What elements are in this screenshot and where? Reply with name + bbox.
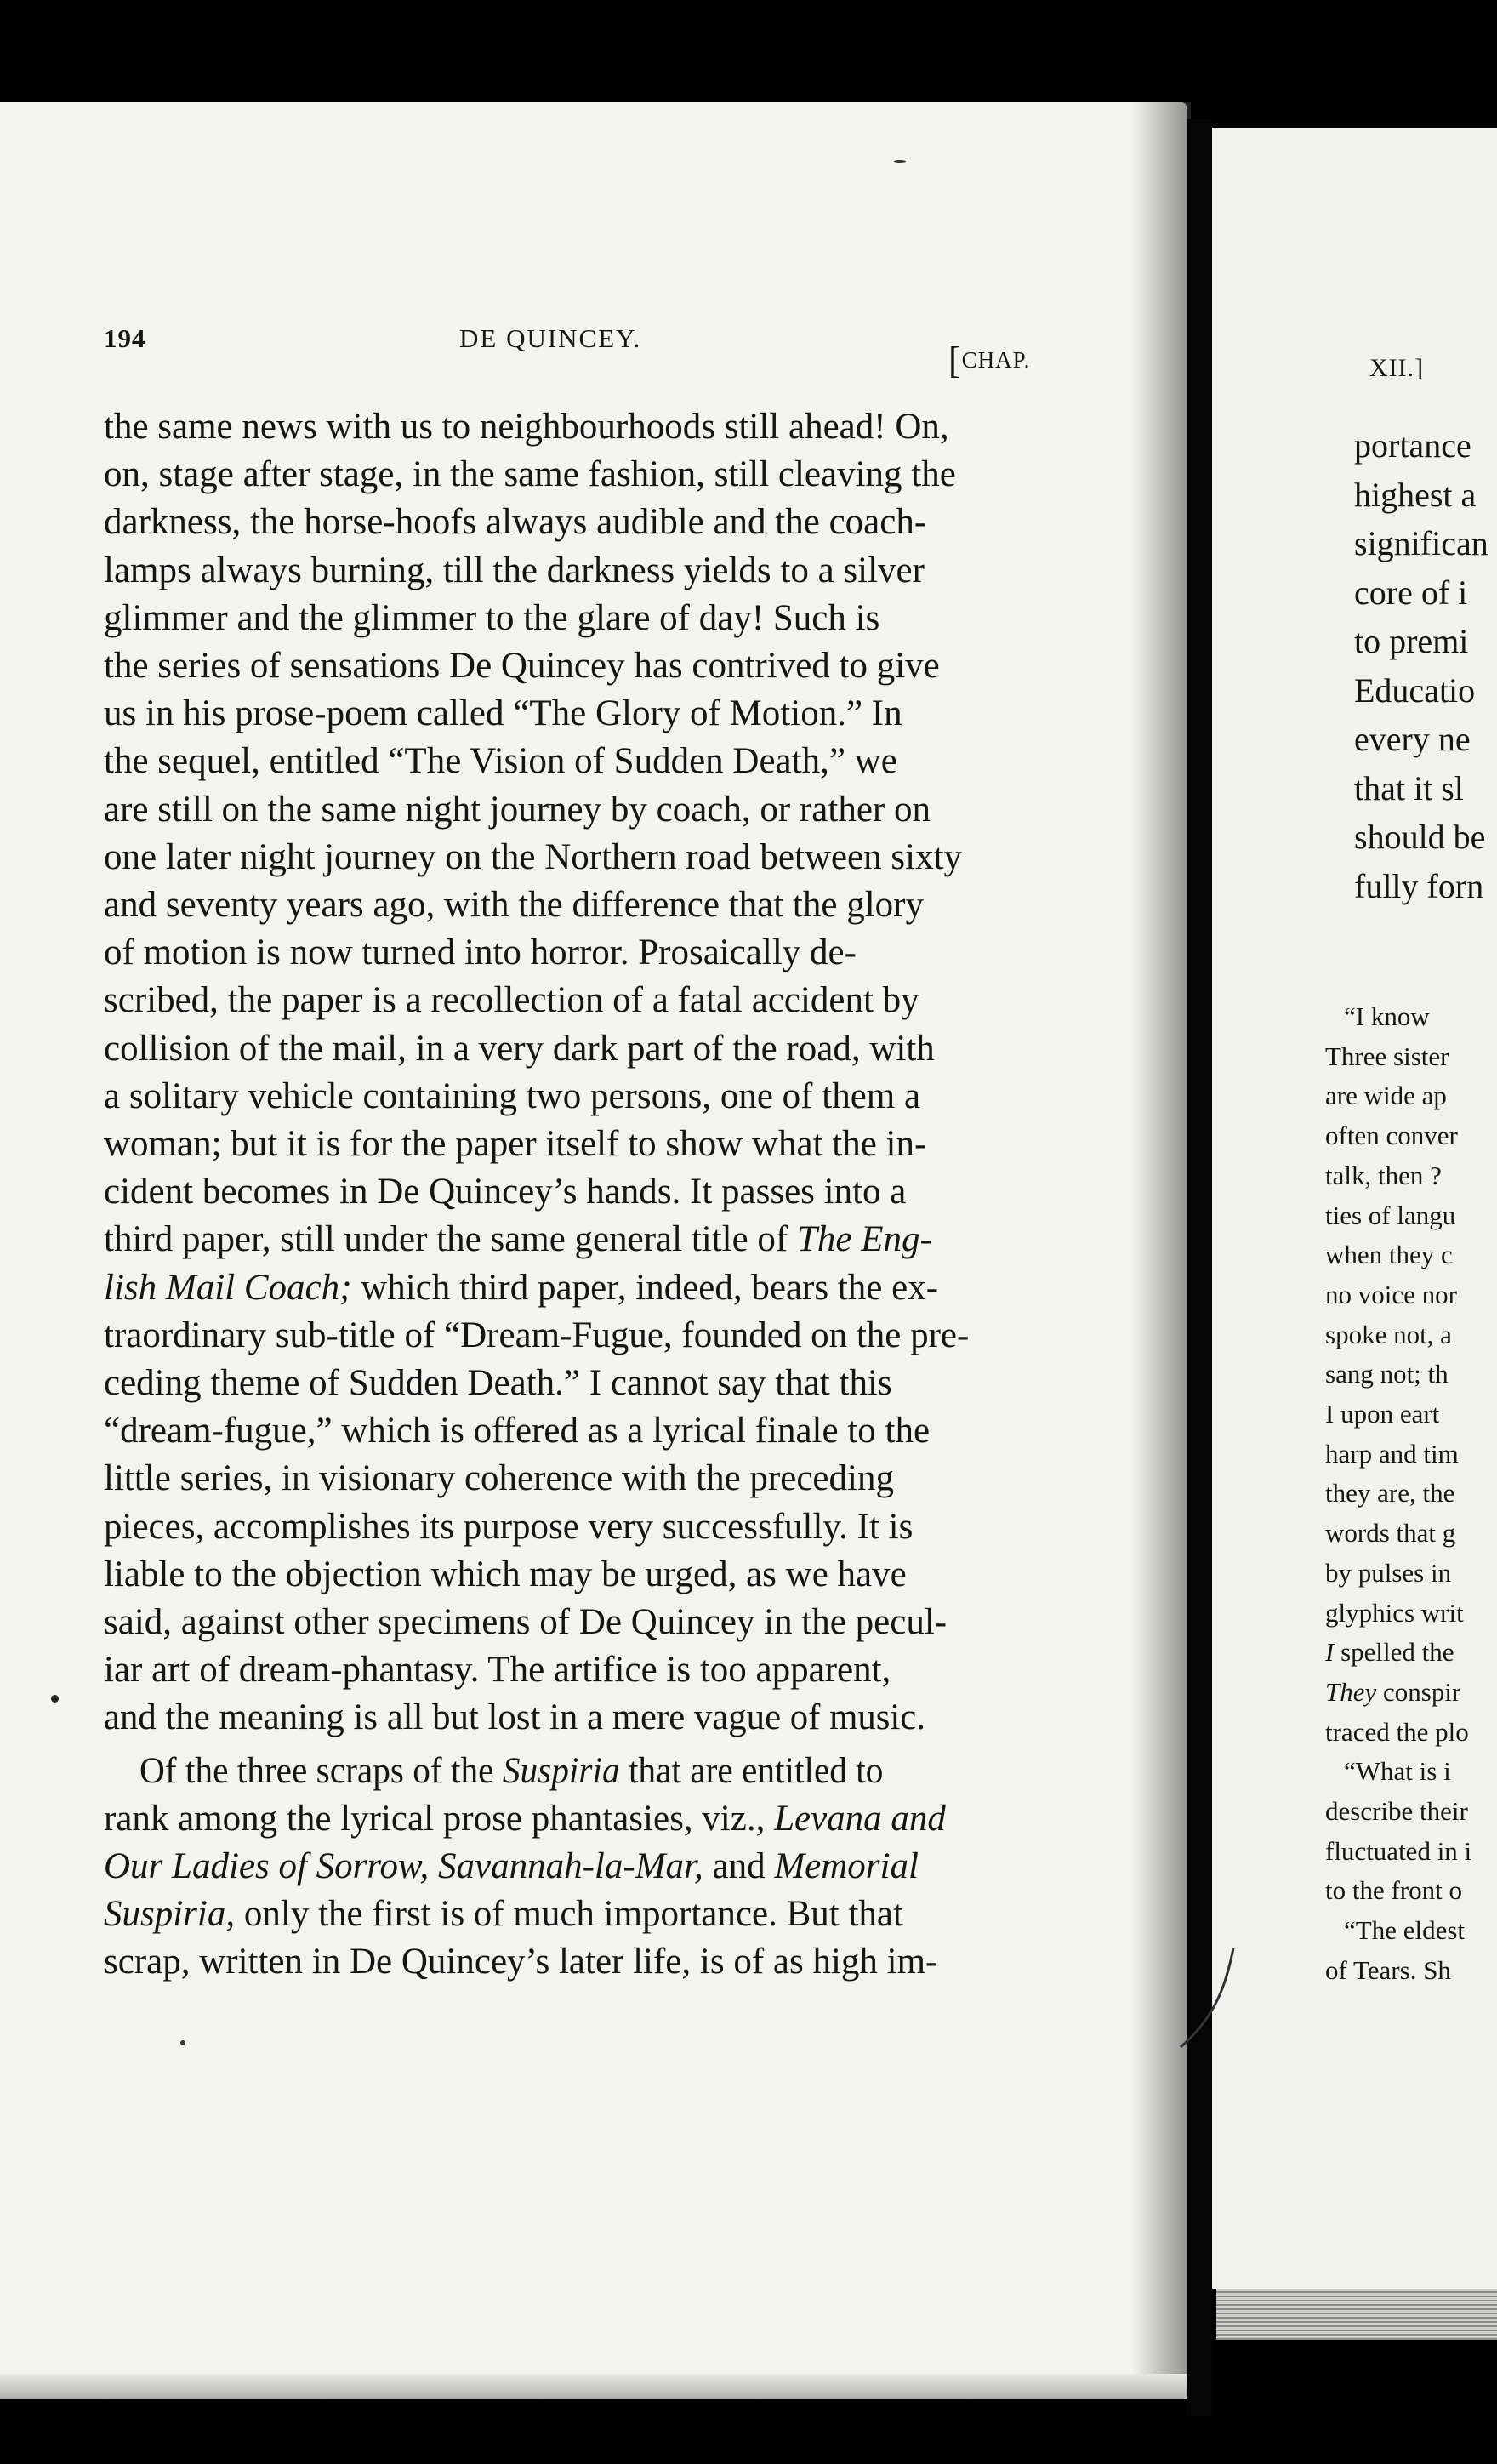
text-run: Of the three scraps of the (139, 1750, 503, 1791)
text-run: when they c (1325, 1240, 1453, 1270)
text-run: that are entitled to (619, 1750, 884, 1791)
text-line (1325, 1951, 1497, 1990)
text-run: said, against other specimens of De Quincey in the pecul- (104, 1602, 948, 1642)
text-line (1325, 1554, 1497, 1593)
text-run: words that g (1325, 1518, 1456, 1549)
text-run: darkness, the horse-hoofs always audible and the coach- (104, 502, 927, 543)
text-run: sang not; th (1325, 1359, 1449, 1389)
text-run: Our Ladies of Sorrow, Savannah-la-Mar, (104, 1846, 703, 1886)
text-run: “I know (1344, 1001, 1430, 1031)
text-run: liable to the objection which may be urged, as we have (104, 1554, 907, 1594)
text-run: Levana and (774, 1798, 946, 1839)
text-line (104, 642, 1027, 690)
text-run: little series, in visionary coherence with the preceding (104, 1458, 894, 1499)
text-line (1325, 1355, 1497, 1394)
text-line (104, 1121, 1027, 1168)
text-line (1325, 1792, 1497, 1831)
text-line (1354, 523, 1497, 564)
text-line (1344, 1752, 1497, 1791)
text-run: spelled the (1334, 1637, 1454, 1668)
text-run: lamps always burning, till the darkness yields to a silver (104, 550, 925, 590)
text-line (1344, 1911, 1497, 1950)
text-run: harp and tim (1325, 1438, 1459, 1469)
text-run: describe their (1325, 1796, 1468, 1826)
text-run: and the meaning is all but lost in a mere vague of music. (104, 1697, 925, 1738)
text-run: scribed, the paper is a recollection of a fatal accident by (104, 980, 919, 1021)
text-line (1325, 1196, 1497, 1235)
text-run: a solitary vehicle containing two persons, one of them a (104, 1075, 921, 1116)
text-run: they are, the (1325, 1478, 1455, 1509)
text-run: fluctuated in i (1325, 1835, 1472, 1866)
text-run: cident becomes in De Quincey’s hands. It passes into a (104, 1172, 907, 1212)
text-line (104, 1843, 1027, 1891)
text-line (1325, 1633, 1497, 1672)
pencil-bracket-mark (1174, 1948, 1242, 2050)
ink-speck (180, 2040, 185, 2045)
text-run: traordinary sub-title of “Dream-Fugue, founded on the pre- (104, 1315, 970, 1355)
text-run: glyphics writ (1325, 1597, 1464, 1628)
text-line (104, 595, 1027, 642)
text-run: Memorial (774, 1846, 919, 1886)
text-run: collision of the mail, in a very dark part of the road, with (104, 1028, 935, 1069)
text-line (104, 1455, 1027, 1503)
text-line (104, 1168, 1027, 1216)
text-run: The Eng- (797, 1219, 932, 1260)
text-run: glimmer and the glimmer to the glare of day! Such is (104, 597, 880, 638)
text-run: spoke not, a (1325, 1319, 1452, 1349)
text-line (104, 451, 1027, 499)
text-run: no voice nor (1325, 1279, 1457, 1309)
text-line (104, 1073, 1027, 1121)
running-title: DE QUINCEY. (459, 323, 642, 353)
chapter-tag: [CHAP. (948, 339, 1031, 381)
text-run: and seventy years ago, with the difference that the glory (104, 885, 924, 925)
text-line (1354, 670, 1497, 711)
text-run: Suspiria, (104, 1894, 236, 1935)
book-spine (1187, 119, 1212, 2416)
right-page-edge (1216, 2289, 1497, 2340)
text-line (1354, 817, 1497, 858)
text-line (104, 403, 1027, 451)
text-line (1354, 719, 1497, 760)
text-run: I (1325, 1637, 1335, 1668)
text-run: “The eldest (1344, 1915, 1466, 1946)
text-run: Suspiria (502, 1750, 620, 1791)
text-line (104, 1503, 1027, 1551)
margin-mark (51, 1695, 59, 1703)
text-run: every ne (1354, 720, 1471, 758)
text-line (104, 834, 1027, 881)
text-line (104, 1599, 1027, 1646)
text-run: that it sl (1354, 768, 1464, 807)
text-line (1354, 621, 1497, 662)
text-run: by pulses in (1325, 1557, 1452, 1588)
text-line (104, 1025, 1027, 1073)
text-line (104, 977, 1027, 1024)
text-run: lish Mail Coach; (104, 1267, 352, 1308)
text-line (139, 1748, 1027, 1795)
text-run: only the first is of much importance. But that (235, 1894, 903, 1935)
text-run: one later night journey on the Northern road between sixty (104, 836, 963, 877)
text-line (1354, 573, 1497, 613)
text-run: ceding theme of Sudden Death.” I cannot say that this (104, 1363, 892, 1403)
text-run: core of i (1354, 573, 1468, 612)
text-run: the series of sensations De Quincey has contrived to give (104, 646, 940, 686)
text-line (104, 1216, 1027, 1263)
text-run: significan (1354, 524, 1488, 562)
text-run: “dream-fugue,” which is offered as a lyrical finale to the (104, 1411, 931, 1452)
text-line (104, 1891, 1027, 1938)
text-line (104, 1264, 1027, 1312)
text-line (104, 1938, 1027, 1986)
text-line (104, 1407, 1027, 1455)
text-line (104, 1551, 1027, 1599)
text-run: Three sister (1325, 1041, 1449, 1071)
text-line (1325, 1713, 1497, 1752)
text-line (104, 1694, 1022, 1742)
text-line (1344, 997, 1497, 1036)
text-run: They (1325, 1676, 1377, 1707)
text-run: third paper, still under the same general title of (104, 1219, 798, 1260)
text-line (1354, 768, 1497, 809)
text-line (1325, 1673, 1497, 1712)
text-line (1325, 1832, 1497, 1871)
text-run: are wide ap (1325, 1081, 1447, 1111)
text-run: highest a (1354, 475, 1477, 514)
text-run: rank among the lyrical prose phantasies, viz., (104, 1798, 775, 1839)
text-run: on, stage after stage, in the same fashion, still cleaving the (104, 454, 956, 495)
text-line (1354, 425, 1497, 466)
text-run: fully forn (1354, 866, 1484, 905)
text-line (1325, 1514, 1497, 1553)
text-line (1325, 1156, 1497, 1195)
text-line (104, 1312, 1027, 1360)
text-line (1325, 1474, 1497, 1513)
text-run: iar art of dream-phantasy. The artifice is too apparent, (104, 1650, 891, 1691)
text-run: pieces, accomplishes its purpose very successfully. It is (104, 1506, 914, 1547)
text-run: conspir (1376, 1676, 1461, 1707)
text-run: and (703, 1846, 775, 1886)
text-run: “What is i (1344, 1756, 1451, 1787)
text-line (1325, 1395, 1497, 1434)
text-run: I upon eart (1325, 1399, 1440, 1429)
text-run: the sequel, entitled “The Vision of Sudden Death,” we (104, 741, 897, 782)
text-line (1325, 1116, 1497, 1155)
text-line (104, 881, 1027, 929)
text-run: to the front o (1325, 1875, 1462, 1906)
text-run: woman; but it is for the paper itself to show what the in- (104, 1124, 927, 1164)
left-page-edge (0, 2374, 1187, 2399)
gutter-shadow (1131, 102, 1191, 2399)
text-run: scrap, written in De Quincey’s later life, is of as high im- (104, 1942, 938, 1982)
text-line (104, 1795, 1027, 1843)
text-run: the same news with us to neighbourhoods still ahead! On, (104, 407, 949, 447)
text-run: of Tears. Sh (1325, 1954, 1451, 1985)
text-run: ties of langu (1325, 1200, 1456, 1230)
text-line (1325, 1871, 1497, 1910)
text-line (1325, 1434, 1497, 1474)
text-run: are still on the same night journey by coach, or rather on (104, 789, 931, 830)
text-run: of motion is now turned into horror. Prosaically de- (104, 933, 857, 973)
text-run: portance (1354, 426, 1471, 465)
text-run: us in his prose-poem called “The Glory of Motion.” In (104, 693, 902, 734)
text-run: Educatio (1354, 670, 1476, 710)
text-run: traced the plo (1325, 1716, 1469, 1747)
text-line (104, 547, 1027, 595)
text-line (1325, 1315, 1497, 1355)
text-line (1325, 1037, 1497, 1076)
text-run: to premi (1354, 622, 1469, 660)
text-run: should be (1354, 818, 1486, 856)
text-line (1325, 1594, 1497, 1633)
text-line (104, 1360, 1027, 1407)
text-line (104, 690, 1027, 738)
right-running-header: XII.] (1369, 354, 1425, 382)
text-run: talk, then ? (1325, 1160, 1442, 1190)
text-line (1325, 1235, 1497, 1275)
text-line (1325, 1275, 1497, 1315)
ink-speck (894, 160, 906, 163)
text-line (104, 929, 1027, 977)
text-line (104, 786, 1027, 834)
text-run: which third paper, indeed, bears the ex- (351, 1267, 939, 1308)
text-line (104, 738, 1027, 785)
text-line (104, 499, 1027, 546)
text-line (1354, 866, 1497, 907)
text-line (1325, 1076, 1497, 1115)
text-run: often conver (1325, 1121, 1458, 1151)
text-line (1354, 475, 1497, 516)
text-line (104, 1646, 1027, 1694)
page-number: 194 (104, 323, 146, 353)
